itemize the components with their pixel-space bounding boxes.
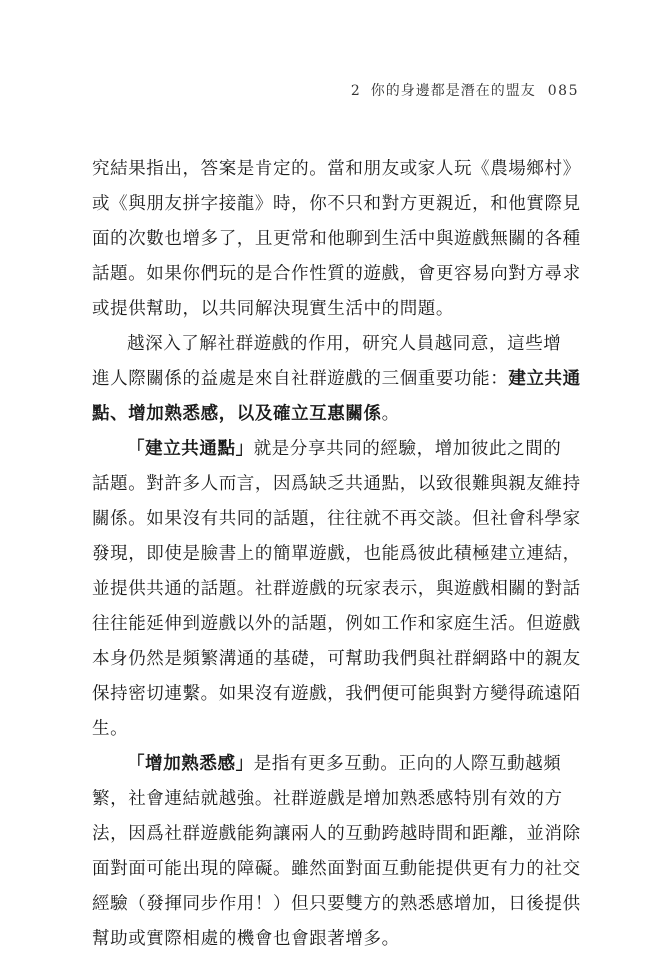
line-text: 就是分享共同的經驗，增加彼此之間的	[253, 439, 562, 459]
paragraph-3	[92, 432, 581, 747]
text-line: 並提供共通的話題。社群遊戲的玩家表示，與遊戲相關的對話	[92, 579, 581, 599]
paragraph-4	[92, 747, 581, 957]
text-line: 發現，即使是臉書上的簡單遊戲，也能爲彼此積極建立連結，	[92, 544, 581, 564]
text-line: 往往能延伸到遊戲以外的話題，例如工作和家庭生活。但遊戲	[92, 614, 581, 634]
term-common-ground: 「建立共通點」	[127, 439, 254, 459]
text-line: 面的次數也增多了，且更常和他聊到生活中與遊戲無關的各種	[92, 229, 581, 249]
page-number: 085	[547, 83, 579, 99]
paragraph-1	[92, 152, 581, 327]
text-line: 保持密切連繫。如果沒有遊戲，我們便可能與對方變得疏遠陌	[92, 684, 581, 704]
bold-key-functions: 點、增加熟悉感，以及確立互惠關係	[92, 404, 382, 424]
paragraph-2	[92, 327, 581, 432]
text-line: 幫助或實際相處的機會也會跟著增多。	[92, 929, 400, 949]
term-familiarity: 「增加熟悉感」	[127, 754, 254, 774]
chapter-title: 你的身邊都是潛在的盟友	[370, 83, 536, 99]
line-text: 。	[381, 404, 400, 424]
text-line: 或《與朋友拼字接龍》時，你不只和對方更親近，和他實際見	[92, 194, 581, 214]
page-body	[92, 152, 581, 957]
text-line: 面對面可能出現的障礙。雖然面對面互動能提供更有力的社交	[92, 859, 581, 879]
text-line	[92, 432, 576, 467]
text-line: 關係。如果沒有共同的話題，往往就不再交談。但社會科學家	[92, 509, 581, 529]
text-line: 話題。如果你們玩的是合作性質的遊戲，會更容易向對方尋求	[92, 264, 581, 284]
line-text: 是指有更多互動。正向的人際互動越頻	[253, 754, 562, 774]
running-header	[351, 80, 579, 100]
text-line: 繁，社會連結就越強。社群遊戲是增加熟悉感特別有效的方	[92, 789, 563, 809]
line-text: 進人際關係的益處是來自社群遊戲的三個重要功能：	[92, 369, 509, 389]
chapter-number: 2	[350, 83, 361, 99]
text-line: 或提供幫助，以共同解決現實生活中的問題。	[92, 299, 454, 319]
text-line: 經驗（發揮同步作用！）但只要雙方的熟悉感增加，日後提供	[92, 894, 581, 914]
text-line: 越深入了解社群遊戲的作用，研究人員越同意，這些增	[127, 334, 562, 354]
text-line	[92, 397, 576, 432]
text-line: 話題。對許多人而言，因爲缺乏共通點，以致很難與親友維持	[92, 474, 581, 494]
text-line	[92, 362, 581, 397]
text-line	[92, 747, 576, 782]
bold-key-functions: 建立共通	[508, 369, 581, 389]
text-line: 法，因爲社群遊戲能夠讓兩人的互動跨越時間和距離，並消除	[92, 824, 581, 844]
text-line: 生。	[92, 719, 129, 739]
text-line: 本身仍然是頻繁溝通的基礎，可幫助我們與社群網路中的親友	[92, 649, 581, 669]
text-line: 究結果指出，答案是肯定的。當和朋友或家人玩《農場鄉村》	[92, 159, 581, 179]
